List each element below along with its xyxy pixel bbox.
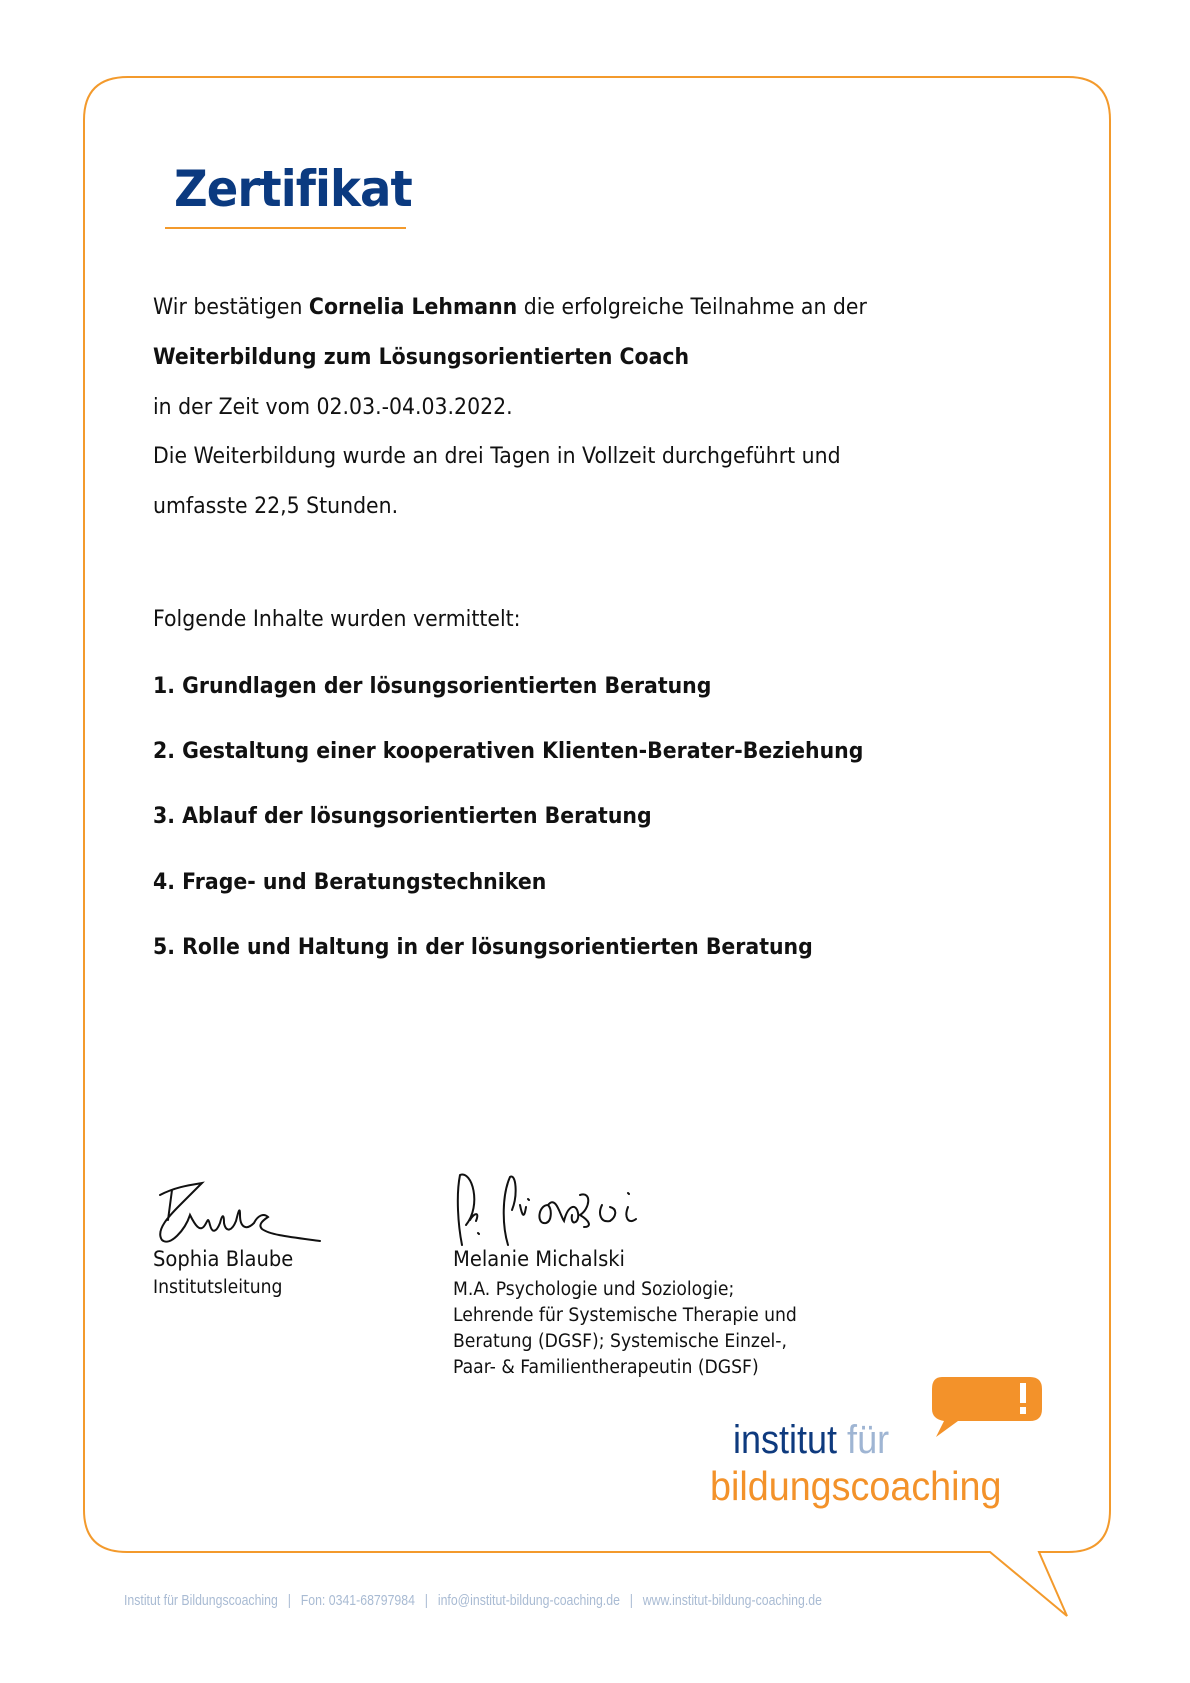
logo-word-institut: institut [733,1418,838,1462]
speech-bubble-logo-icon [928,1375,1046,1449]
content-item: 1. Grundlagen der lösungsorientierten Beratung [153,674,712,699]
signatory-name: Sophia Blaube [153,1247,294,1271]
signatory-role: Institutsleitung [153,1277,283,1298]
footer-email[interactable]: info@institut-bildung-coaching.de [437,1592,620,1609]
content-item: 4. Frage- und Beratungstechniken [153,870,547,895]
credential-line: M.A. Psychologie und Soziologie; [453,1279,735,1300]
footer-separator: | [424,1592,429,1609]
footer-separator: | [287,1592,291,1609]
course-details-line2: umfasste 22,5 Stunden. [153,494,399,519]
footer-website[interactable]: www.institut-bildung-coaching.de [642,1592,822,1609]
credential-line: Paar- & Familientherapeutin (DGSF) [453,1357,759,1378]
footer-org: Institut für Bildungscoaching [124,1592,278,1609]
logo-word-fuer: für [847,1418,890,1462]
footer-contact [124,1592,822,1609]
content-item: 2. Gestaltung einer kooperativen Klienten-Berater-Beziehung [153,739,864,764]
footer-phone: Fon: 0341-68797984 [300,1592,415,1609]
title-underline [165,227,406,229]
course-details-line1: Die Weiterbildung wurde an drei Tagen in Vollzeit durchgeführt und [153,444,841,469]
content-item: 5. Rolle und Haltung in der lösungsorientierten Beratung [153,935,813,960]
content-item: 3. Ablauf der lösungsorientierten Beratung [153,804,652,829]
signatory-name: Melanie Michalski [453,1247,625,1271]
intro-prefix: Wir bestätigen [153,295,309,320]
signature-michalski [452,1165,677,1250]
logo-word-bildungscoaching: bildungscoaching [710,1463,1002,1509]
intro-line [153,297,867,319]
course-period: in der Zeit vom 02.03.-04.03.2022. [153,395,513,420]
logo-wordmark-line1 [733,1418,889,1463]
certificate-title: Zertifikat [174,160,412,218]
footer-separator: | [629,1592,633,1609]
intro-suffix: die erfolgreiche Teilnahme an der [517,295,867,320]
contents-heading: Folgende Inhalte wurden vermittelt: [153,607,521,632]
credential-line: Lehrende für Systemische Therapie und [453,1305,797,1326]
signatory-credentials [453,1277,823,1381]
signature-blaube [150,1175,325,1250]
participant-name: Cornelia Lehmann [308,295,518,320]
credential-line: Beratung (DGSF); Systemische Einzel-, [453,1331,787,1352]
course-name: Weiterbildung zum Lösungsorientierten Coach [153,345,690,370]
